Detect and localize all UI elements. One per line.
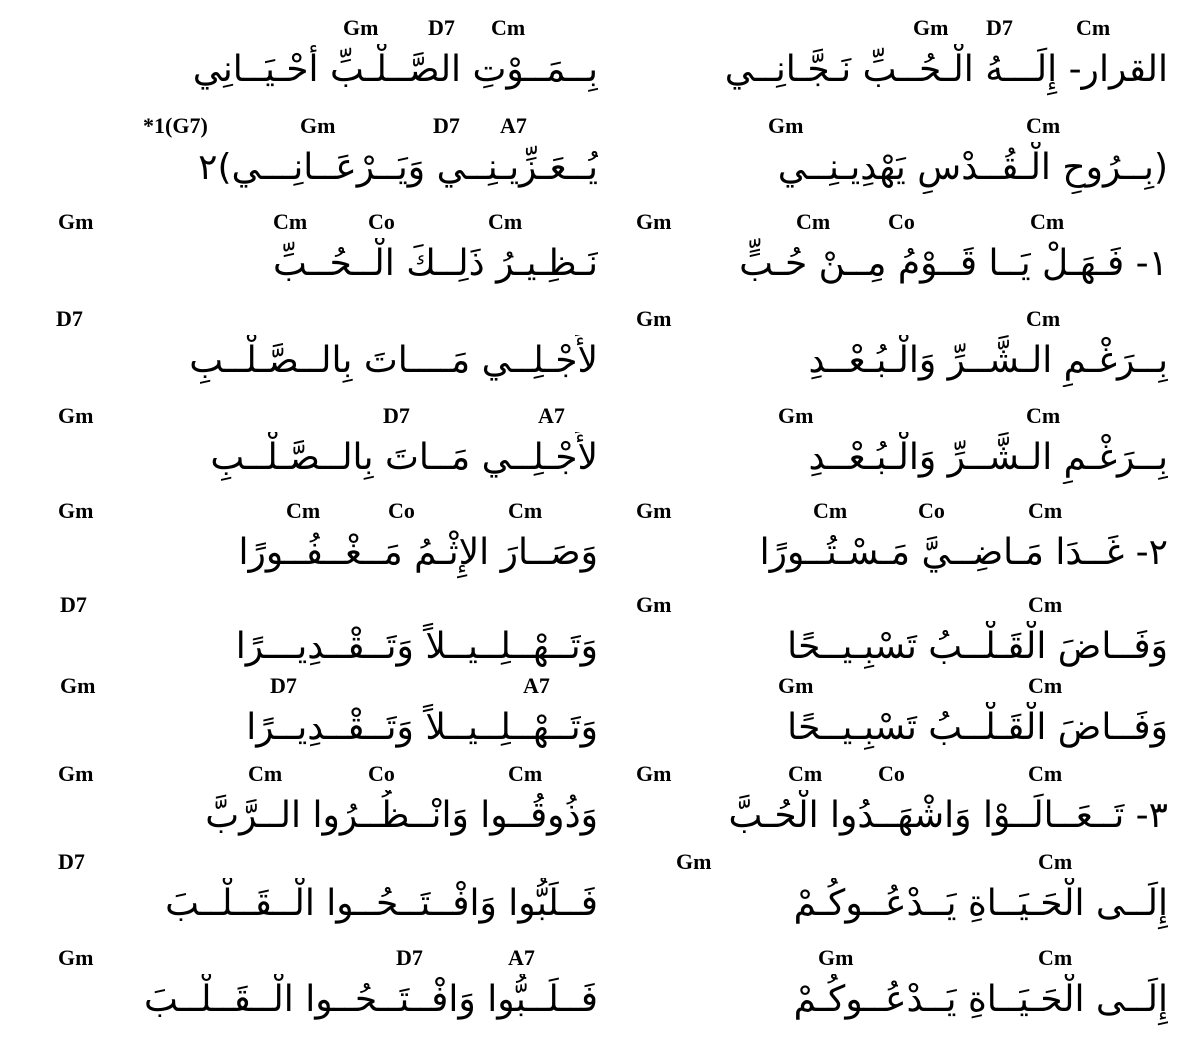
lyric-line: (بِــرُوحِ الْـقُــدْسِ يَهْدِيـنِــي bbox=[777, 147, 1168, 188]
chord-label: Cm bbox=[1028, 673, 1063, 698]
chord-label: Gm bbox=[58, 209, 94, 234]
chord-label: D7 bbox=[986, 15, 1013, 40]
lyric-line: إِلَــى الْحَـيَــاةِ يَــدْعُــوكُـمْ bbox=[793, 979, 1168, 1020]
right-verse-line bbox=[628, 944, 1168, 1041]
right-verse-line bbox=[628, 672, 1168, 769]
chord-label: Cm bbox=[1026, 403, 1061, 428]
lyric-line: بِــرَغْـمِ الـشَّــرِّ وَالْـبُـعْــدِ bbox=[808, 340, 1168, 381]
left-verse-line bbox=[38, 402, 598, 499]
chord-row bbox=[38, 944, 598, 970]
chord-row bbox=[628, 760, 1168, 786]
chord-label: Cm bbox=[796, 209, 831, 234]
chord-label: A7 bbox=[508, 945, 535, 970]
chord-row bbox=[628, 848, 1168, 874]
chord-label: A7 bbox=[523, 673, 550, 698]
chord-row bbox=[38, 14, 598, 40]
chord-label: Cm bbox=[286, 498, 321, 523]
chord-label: Cm bbox=[813, 498, 848, 523]
chord-label: D7 bbox=[428, 15, 455, 40]
chord-label: Gm bbox=[768, 113, 804, 138]
chord-label: Cm bbox=[788, 761, 823, 786]
chord-label: Gm bbox=[676, 849, 712, 874]
left-verse-line bbox=[38, 848, 598, 945]
lyric-line: بِــرَغْـمِ الـشَّــرِّ وَالْـبُـعْــدِ bbox=[808, 437, 1168, 478]
lyric-line: القرار- إِلَـــهُ الْـحُــبِّ نَـجَّـانِــي bbox=[724, 49, 1168, 90]
chord-label: Co bbox=[878, 761, 905, 786]
chord-row bbox=[628, 944, 1168, 970]
chord-label: Cm bbox=[508, 761, 543, 786]
chord-label: Gm bbox=[778, 403, 814, 428]
chord-label: Cm bbox=[1028, 592, 1063, 617]
lyric-line: بِــمَــوْتِ الصَّــلْـبِّ أَحْـيَــانِي bbox=[192, 49, 598, 90]
chord-label: Co bbox=[888, 209, 915, 234]
right-verse-line bbox=[628, 497, 1168, 594]
chord-label: Cm bbox=[248, 761, 283, 786]
chord-label: Cm bbox=[1038, 849, 1073, 874]
chord-label: Co bbox=[368, 761, 395, 786]
right-verse-line bbox=[628, 208, 1168, 305]
left-verse-line bbox=[38, 497, 598, 594]
lyric-line: وَفَــاضَ الْقَـلْــبُ تَسْبِـيــحًا bbox=[787, 626, 1168, 667]
chord-label: D7 bbox=[383, 403, 410, 428]
chord-label: Co bbox=[388, 498, 415, 523]
chord-label: Cm bbox=[1076, 15, 1111, 40]
chord-label: Cm bbox=[1028, 498, 1063, 523]
chord-label: Cm bbox=[273, 209, 308, 234]
right-verse-line bbox=[628, 848, 1168, 945]
chord-label: Gm bbox=[636, 592, 672, 617]
chord-label: Gm bbox=[636, 306, 672, 331]
lyric-line: ١- فَـهَـلْ يَــا قَــوْمُ مِــنْ حُـبٍّ bbox=[739, 243, 1168, 284]
chord-label: Gm bbox=[60, 673, 96, 698]
chord-label: Gm bbox=[58, 498, 94, 523]
lyric-line: لأَجْـلِــي مَــــاتَ بِالــصَّـلْــبِ bbox=[189, 340, 598, 381]
chord-label: Cm bbox=[491, 15, 526, 40]
chord-label: A7 bbox=[538, 403, 565, 428]
chord-label: Co bbox=[918, 498, 945, 523]
chord-label: D7 bbox=[270, 673, 297, 698]
chord-label: Cm bbox=[1038, 945, 1073, 970]
chord-label: Gm bbox=[636, 498, 672, 523]
chord-label: Gm bbox=[636, 761, 672, 786]
lyric-line: نَـظِـيـرُ ذَلِــكَ الْــحُــبِّ bbox=[273, 243, 598, 284]
right-verse-line bbox=[628, 402, 1168, 499]
lyric-line: وَذُوقُــوا وَانْــظُــرُوا الــرَّبَّ bbox=[205, 795, 598, 836]
chord-label: A7 bbox=[500, 113, 527, 138]
chord-row bbox=[628, 402, 1168, 428]
chord-row bbox=[628, 305, 1168, 331]
chord-label: Gm bbox=[300, 113, 336, 138]
chord-label: Cm bbox=[488, 209, 523, 234]
chord-label: D7 bbox=[396, 945, 423, 970]
chord-label: Gm bbox=[58, 945, 94, 970]
chord-row bbox=[38, 760, 598, 786]
lyric-line: يُــعَـزِّيـنِــي وَيَــرْعَــانِـــي)٢ bbox=[198, 147, 598, 188]
chord-label: D7 bbox=[60, 592, 87, 617]
left-verse-line bbox=[38, 760, 598, 857]
right-verse-line bbox=[628, 760, 1168, 857]
chord-label: *1(G7) bbox=[143, 113, 208, 138]
left-verse-line bbox=[38, 672, 598, 769]
chord-label: Gm bbox=[636, 209, 672, 234]
chord-label: Gm bbox=[58, 761, 94, 786]
lyric-line: ٢- غَــدَا مَـاضِــيَّ مَـسْـتُــورًا bbox=[759, 532, 1168, 573]
chord-label: Gm bbox=[818, 945, 854, 970]
left-verse-line bbox=[38, 944, 598, 1041]
chord-row bbox=[38, 208, 598, 234]
chord-label: Cm bbox=[508, 498, 543, 523]
lyric-line: فَــلَبُّوا وَافْــتَــحُــوا الْــقَــلْــبَ bbox=[165, 883, 598, 924]
chord-row bbox=[38, 591, 598, 617]
right-verse-line bbox=[628, 112, 1168, 209]
chord-row bbox=[38, 305, 598, 331]
chord-label: Gm bbox=[778, 673, 814, 698]
chord-label: D7 bbox=[58, 849, 85, 874]
chord-row bbox=[628, 112, 1168, 138]
chord-row bbox=[38, 672, 598, 698]
left-verse-line bbox=[38, 208, 598, 305]
chord-row bbox=[628, 14, 1168, 40]
right-verse-line bbox=[628, 14, 1168, 111]
chord-label: Cm bbox=[1026, 113, 1061, 138]
chord-row bbox=[38, 848, 598, 874]
lyric-line: لأَجْـلِــي مَــاتَ بِالــصَّـلْــبِ bbox=[210, 437, 598, 478]
chord-label: Co bbox=[368, 209, 395, 234]
chord-label: Gm bbox=[343, 15, 379, 40]
right-verse-line bbox=[628, 305, 1168, 402]
left-verse-line bbox=[38, 112, 598, 209]
left-verse-line bbox=[38, 305, 598, 402]
chord-label: D7 bbox=[56, 306, 83, 331]
left-verse-line bbox=[38, 14, 598, 111]
chord-label: Cm bbox=[1026, 306, 1061, 331]
chord-row bbox=[628, 591, 1168, 617]
chord-label: Cm bbox=[1028, 761, 1063, 786]
lyric-line: إِلَــى الْحَـيَــاةِ يَــدْعُــوكُـمْ bbox=[793, 883, 1168, 924]
chord-row bbox=[38, 402, 598, 428]
chord-row bbox=[628, 672, 1168, 698]
lyric-line: فَــلَــبُّوا وَافْــتَــحُــوا الْــقَــلْــبَ bbox=[144, 979, 598, 1020]
lyric-line: وَتَــهْــلِــيــلاً وَتَــقْــدِيـــرًا bbox=[235, 626, 598, 667]
lyric-line: وَفَــاضَ الْقَـلْــبُ تَسْبِـيــحًا bbox=[787, 707, 1168, 748]
lyric-line: وَصَــارَ الإِثْـمُ مَــغْــفُــورًا bbox=[238, 532, 598, 573]
chord-row bbox=[38, 497, 598, 523]
chord-label: Gm bbox=[913, 15, 949, 40]
chord-label: D7 bbox=[433, 113, 460, 138]
chord-label: Cm bbox=[1030, 209, 1065, 234]
chord-row bbox=[38, 112, 598, 138]
chord-row bbox=[628, 497, 1168, 523]
lyric-line: وَتَــهْــلِــيــلاً وَتَــقْــدِيــرًا bbox=[246, 707, 598, 748]
lyric-line: ٣- تَــعَــالَــوْا وَاشْهَــدُوا الْحُـبَّ bbox=[728, 795, 1168, 836]
chord-label: Gm bbox=[58, 403, 94, 428]
chord-row bbox=[628, 208, 1168, 234]
